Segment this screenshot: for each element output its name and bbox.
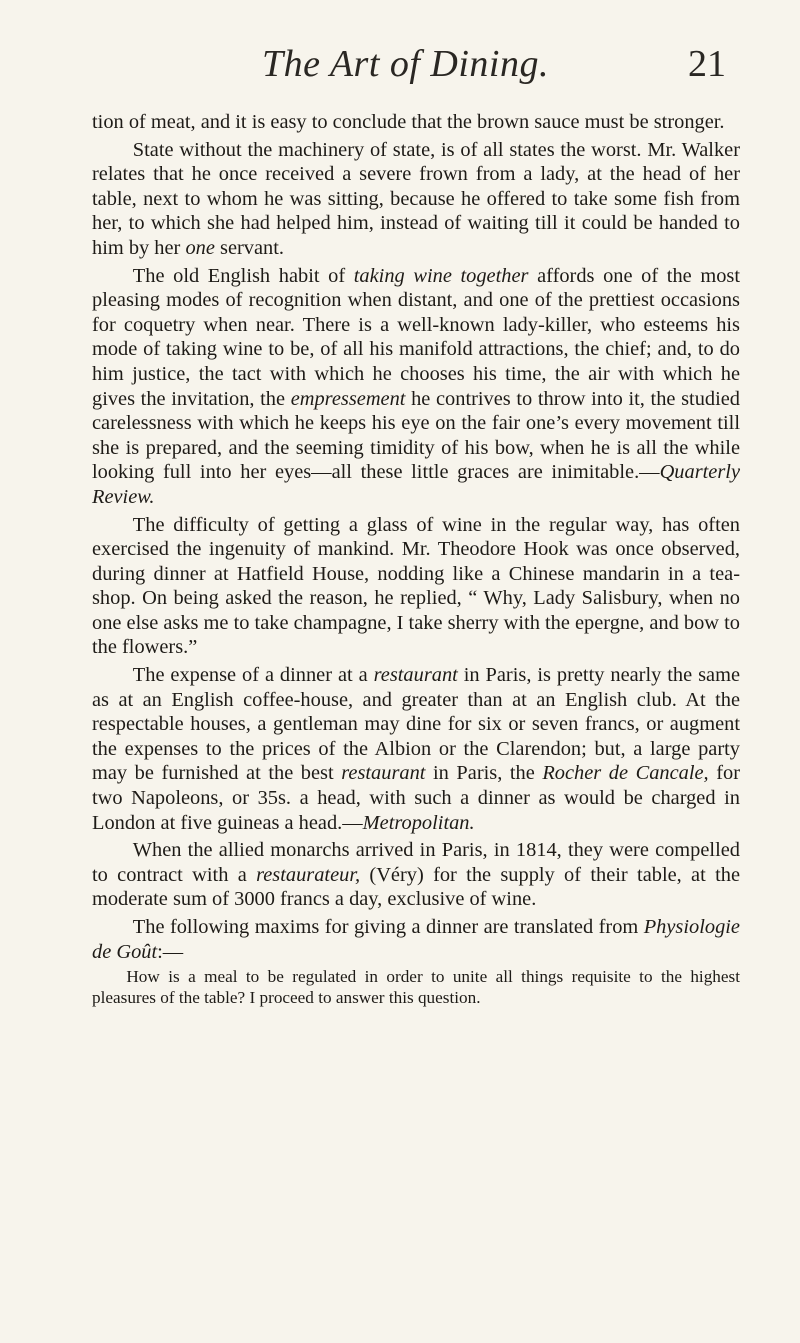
text-run: :— <box>157 940 184 963</box>
italic-phrase: restaurateur, <box>256 863 361 886</box>
italic-phrase: empressement <box>290 387 406 410</box>
text-run: The expense of a dinner at a <box>132 664 374 687</box>
paragraph <box>92 138 740 261</box>
text-run: tion of meat, and it is easy to conclude that the brown sauce must be stronger. <box>92 111 725 133</box>
page-number: 21 <box>688 43 726 85</box>
paragraph <box>92 264 740 510</box>
text-run: (Véry) for the supply of their table, at the moderate sum of 3000 francs a day, exclusive of wine. <box>92 863 740 911</box>
text-run: State without the machinery of state, is of all states the worst. Mr. Walker relates that he once received a severe frown from a lady, at the head of her table, next to whom he was sitting, because he offered to take some fish from her, to which she had helped him, instead of waiting till it could be handed to him by her <box>92 138 740 259</box>
text-run: affords one of the most pleasing modes of recognition when distant, and one of the prettiest occasions for coquetry when near. There is a well-known lady-killer, who esteems his mode of taking wine to be, of all his manifold attractions, the chief; and, to do him justice, the tact with which he chooses his time, the air with which he gives the invitation, the <box>92 264 740 410</box>
body-text <box>92 110 740 1011</box>
text-run: servant. <box>214 236 284 259</box>
text-run: The difficulty of getting a glass of wine in the regular way, has often exercised the ingenuity of mankind. Mr. Theodore Hook was once observed, during dinner at Hatfield House, nodding like a Chinese mandarin in a tea-shop. On being asked the reason, he replied, “ Why, Lady Salisbury, when no one else asks me to take champagne, I take sherry with the epergne, and bow to the flowers.” <box>92 513 740 659</box>
italic-phrase: one <box>185 236 215 259</box>
text-run: The following maxims for giving a dinner are translated from <box>132 916 644 938</box>
italic-phrase: Metropolitan. <box>362 811 475 834</box>
page-header <box>0 40 800 90</box>
italic-phrase: Physiologie de Goût <box>92 916 740 963</box>
paragraph <box>92 915 740 964</box>
text-run: When the allied monarchs arrived in Paris, in 1814, they were compelled to contract with a <box>92 839 740 886</box>
text-run: How is a meal to be regulated in order to unite all things requisite to the highest pleasures of the table? I proceed to answer this question. <box>92 967 740 1007</box>
italic-phrase: restaurant <box>373 664 458 687</box>
running-title: The Art of Dining. <box>262 43 549 85</box>
paragraph <box>92 838 740 912</box>
italic-phrase: restaurant <box>341 762 426 785</box>
paragraph <box>92 110 740 135</box>
text-run: for two Napoleons, or 35s. a head, with such a dinner as would be charged in London at five guineas a head.— <box>92 762 740 834</box>
text-run: in Paris, is pretty nearly the same as at an English coffee-house, and greater than at an English club. At the respectable houses, a gentleman may dine for six or seven francs, or augment the expenses to the prices of the Albion or the Clarendon; but, a large party may be furnished at the best <box>92 664 740 785</box>
quoted-passage <box>92 967 740 1008</box>
italic-phrase: taking wine together <box>353 264 529 287</box>
italic-phrase: Rocher de Cancale, <box>542 762 709 785</box>
paragraph <box>92 663 740 835</box>
text-run: in Paris, the <box>425 762 543 785</box>
text-run: The old English habit of <box>132 264 354 287</box>
text-run: he contrives to throw into it, the studied carelessness with which he keeps his eye on the fair one’s every movement till she is prepared, and the seeming timidity of his bow, when he is all the while looking full into her eyes—all these little graces are inimitable.— <box>92 387 740 484</box>
italic-phrase: Quarterly Review. <box>92 461 740 508</box>
paragraph <box>92 513 740 661</box>
